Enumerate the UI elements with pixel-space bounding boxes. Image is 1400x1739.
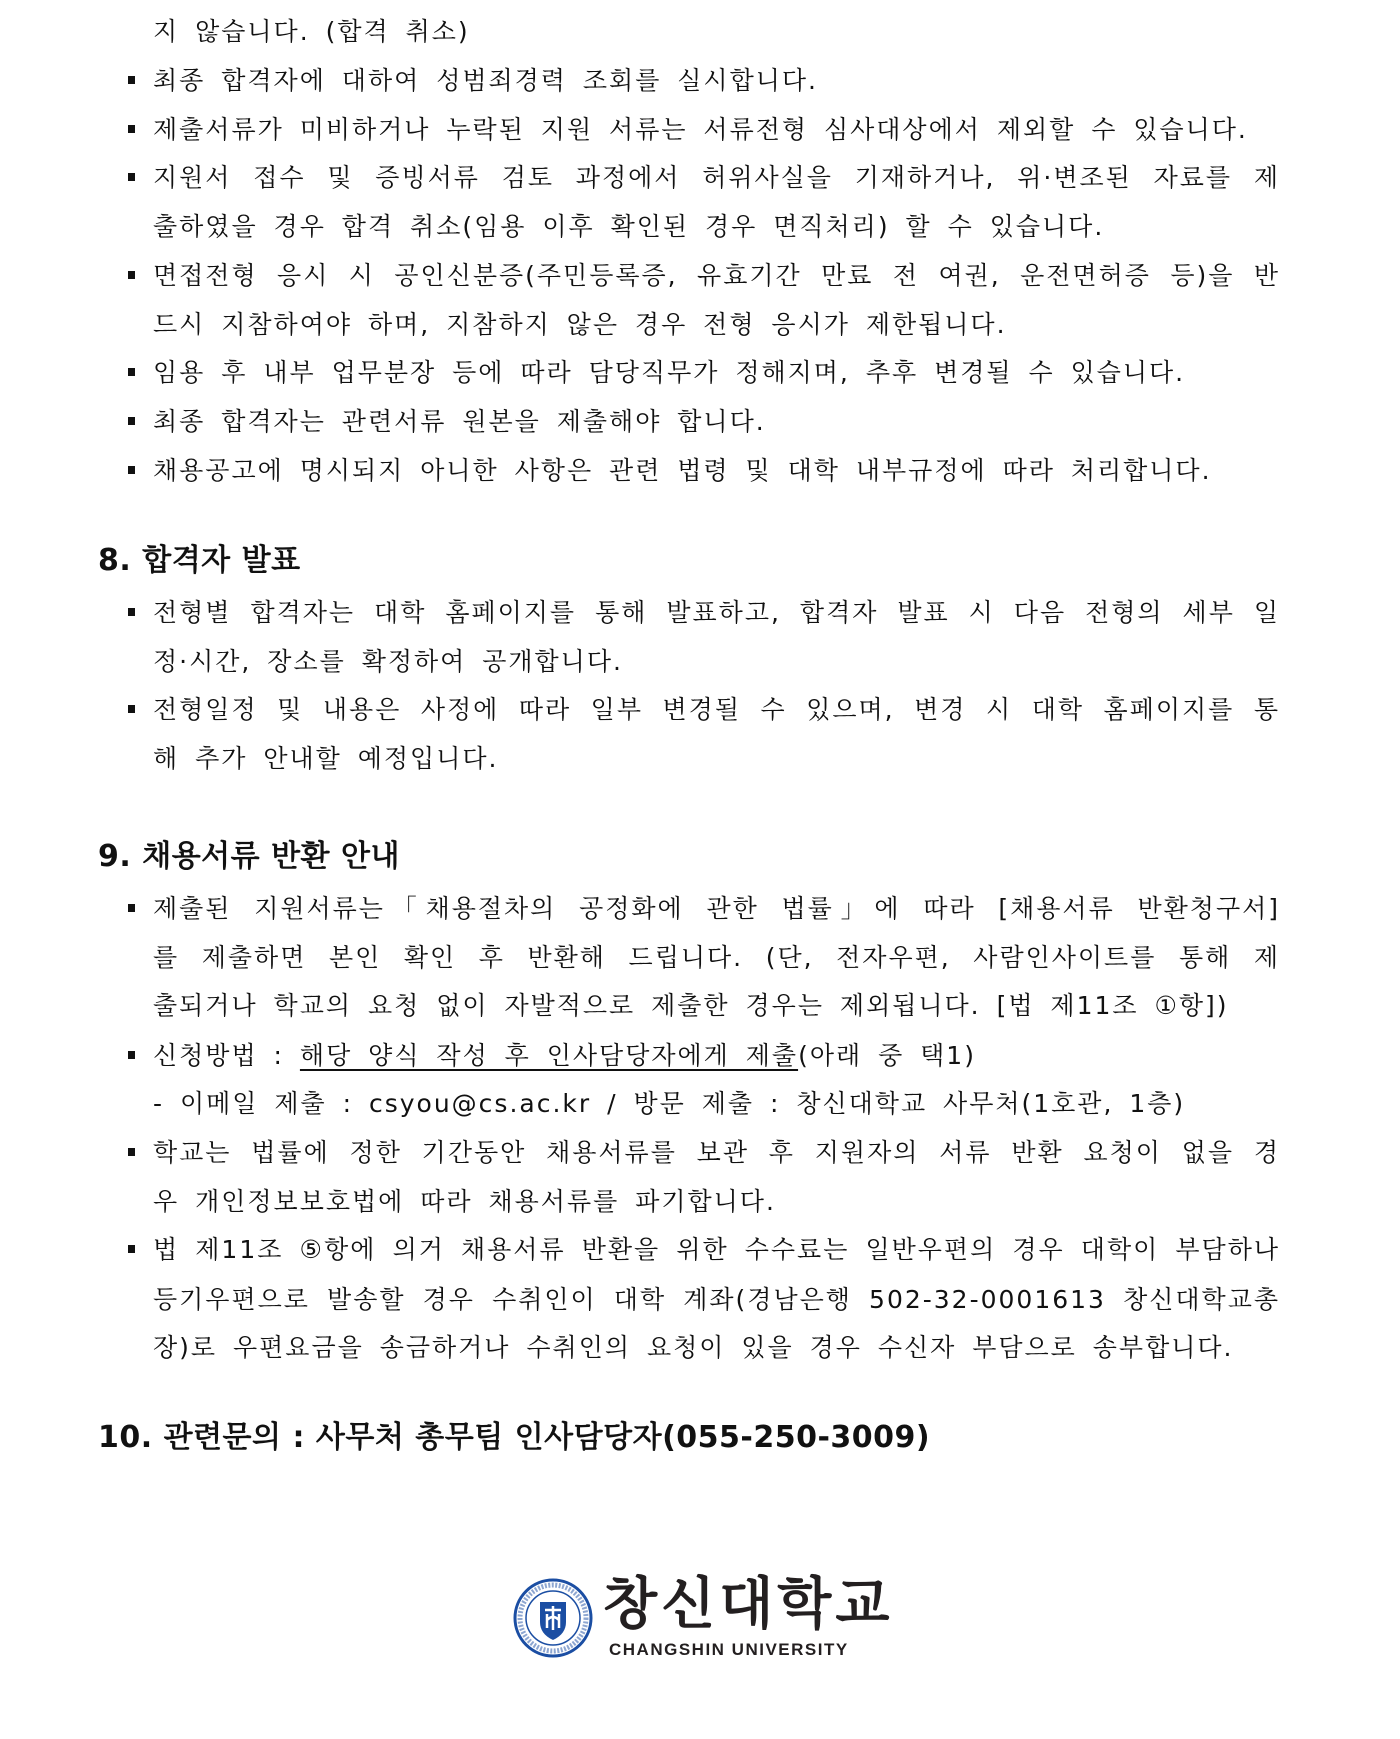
bullet-icon xyxy=(128,1245,135,1253)
list-item: 임용 후 내부 업무분장 등에 따라 담당직무가 정해지며, 추후 변경될 수 있습니다. xyxy=(153,358,1186,387)
list-item-application-method xyxy=(153,1031,1280,1080)
list-item-continuation: 출하였을 경우 합격 취소(임용 이후 확인된 경우 면직처리) 할 수 있습니다. xyxy=(153,212,1105,241)
list-item: 전형별 합격자는 대학 홈페이지를 통해 발표하고, 합격자 발표 시 다음 전형의 세부 일 xyxy=(153,598,1280,627)
list-item-continuation: 드시 지참하여야 하며, 지참하지 않은 경우 전형 응시가 제한됩니다. xyxy=(153,310,1007,339)
bullet-icon xyxy=(128,76,135,84)
list-item: 지원서 접수 및 증빙서류 검토 과정에서 허위사실을 기재하거나, 위·변조된 자료를 제 xyxy=(153,163,1280,192)
list-item-continuation: 등기우편으로 발송할 경우 수취인이 대학 계좌(경남은행 502-32-0001613 창신대학교총 xyxy=(153,1285,1280,1314)
method-suffix: (아래 중 택1) xyxy=(798,1041,976,1070)
list-item-continuation: 를 제출하면 본인 확인 후 반환해 드립니다. (단, 전자우편, 사람인사이트를 통해 제 xyxy=(153,943,1280,972)
list-item: 전형일정 및 내용은 사정에 따라 일부 변경될 수 있으며, 변경 시 대학 홈페이지를 통 xyxy=(153,695,1280,724)
section-heading: 8. 합격자 발표 xyxy=(98,543,301,578)
bullet-icon xyxy=(128,466,135,474)
section-heading: 9. 채용서류 반환 안내 xyxy=(98,839,400,874)
bullet-icon xyxy=(128,1051,135,1059)
list-item: 제출서류가 미비하거나 누락된 지원 서류는 서류전형 심사대상에서 제외할 수 있습니다. xyxy=(153,115,1248,144)
bullet-icon xyxy=(128,904,135,912)
list-item-continuation: 해 추가 안내할 예정입니다. xyxy=(153,744,499,773)
list-item: 학교는 법률에 정한 기간동안 채용서류를 보관 후 지원자의 서류 반환 요청이 없을 경 xyxy=(153,1138,1280,1167)
list-item: 법 제11조 ⑤항에 의거 채용서류 반환을 위한 수수료는 일반우편의 경우 대학이 부담하나 xyxy=(153,1235,1280,1264)
bullet-icon xyxy=(128,705,135,713)
list-item: 면접전형 응시 시 공인신분증(주민등록증, 유효기간 만료 전 여권, 운전면허증 등)을 반 xyxy=(153,261,1280,290)
list-item: 최종 합격자에 대하여 성범죄경력 조회를 실시합니다. xyxy=(153,66,818,95)
list-item: 최종 합격자는 관련서류 원본을 제출해야 합니다. xyxy=(153,407,766,436)
logo-english-name: CHANGSHIN UNIVERSITY xyxy=(609,1640,849,1659)
list-item-continuation: 정·시간, 장소를 확정하여 공개합니다. xyxy=(153,647,623,676)
list-item: 제출된 지원서류는「채용절차의 공정화에 관한 법률」에 따라 [채용서류 반환청구서] xyxy=(153,894,1280,923)
list-item: 채용공고에 명시되지 아니한 사항은 관련 법령 및 대학 내부규정에 따라 처리합니다. xyxy=(153,456,1212,485)
university-logo xyxy=(513,1572,894,1660)
submission-methods: - 이메일 제출 : csyou@cs.ac.kr / 방문 제출 : 창신대학교 사무처(1호관, 1층) xyxy=(153,1089,1186,1118)
list-item-continuation: 장)로 우편요금을 송금하거나 수취인의 요청이 있을 경우 수신자 부담으로 송부합니다. xyxy=(153,1333,1234,1362)
method-underlined: 해당 양식 작성 후 인사담당자에게 제출 xyxy=(299,1041,799,1070)
bullet-icon xyxy=(128,417,135,425)
method-label: 신청방법 : xyxy=(153,1041,300,1070)
logo-korean-name: 창신대학교 xyxy=(603,1572,894,1637)
university-seal-icon xyxy=(513,1578,593,1658)
bullet-icon xyxy=(128,1148,135,1156)
paragraph-continuation: 지 않습니다. (합격 취소) xyxy=(153,17,470,46)
bullet-icon xyxy=(128,368,135,376)
section-heading-contact: 10. 관련문의 : 사무처 총무팀 인사담당자(055-250-3009) xyxy=(98,1420,931,1455)
bullet-icon xyxy=(128,125,135,133)
bullet-icon xyxy=(128,271,135,279)
list-item-continuation: 출되거나 학교의 요청 없이 자발적으로 제출한 경우는 제외됩니다. [법 제11조 ①항]) xyxy=(153,991,1229,1020)
list-item-continuation: 우 개인정보보호법에 따라 채용서류를 파기합니다. xyxy=(153,1187,776,1216)
bullet-icon xyxy=(128,173,135,181)
bullet-icon xyxy=(128,608,135,616)
